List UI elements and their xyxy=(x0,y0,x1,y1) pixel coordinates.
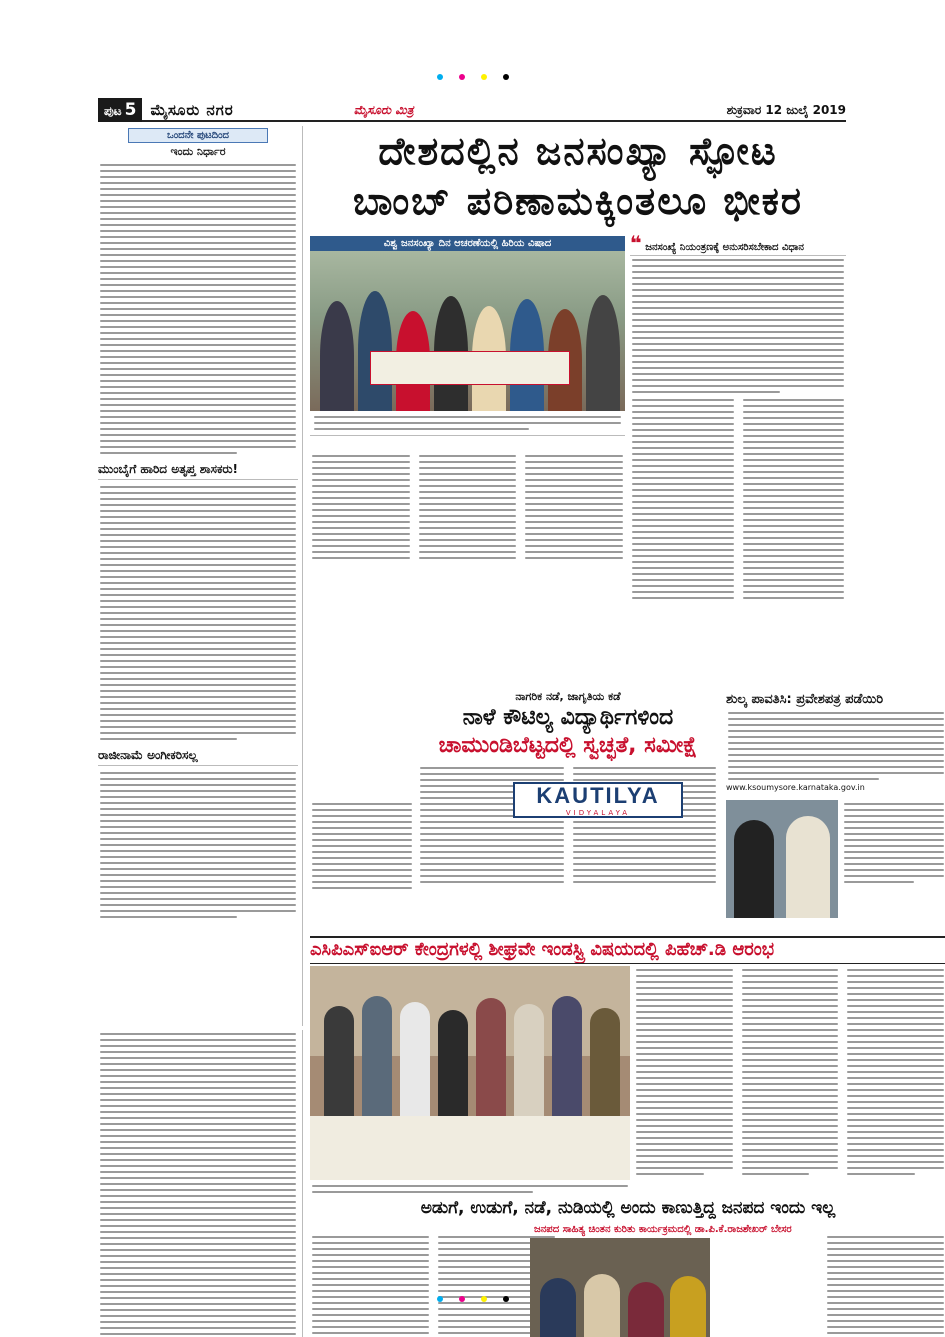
page-label: ಪುಟ xyxy=(104,104,122,118)
kautilya-headline-2: ಚಾಮುಂಡಿಬೆಟ್ಟದಲ್ಲಿ ಸ್ವಚ್ಛತೆ, ಸಮೀಕ್ಷೆ xyxy=(438,733,698,758)
article-text xyxy=(98,1030,298,1337)
handshake-photo xyxy=(726,800,838,918)
continued-kicker: ಒಂದನೇ ಪುಟದಿಂದ xyxy=(128,128,268,143)
sub-heading-mumbai: ಮುಂಬೈಗೆ ಹಾರಿದ ಅತೃಪ್ತ ಶಾಸಕರು! xyxy=(98,460,298,480)
lead-side-column xyxy=(630,231,846,676)
left-heading: ಇಂದು ನಿರ್ಧಾರ xyxy=(170,145,226,158)
quote-mark-icon: ❝ xyxy=(630,231,642,255)
kautilya-logo xyxy=(513,782,683,818)
photo-kicker: ವಿಶ್ವ ಜನಸಂಖ್ಯಾ ದಿನ ಆಚರಣೆಯಲ್ಲಿ ಹಿರಿಯ ವಿಷಾದ xyxy=(310,236,625,251)
sub-heading-resignation: ರಾಜೀನಾಮೆ ಅಂಗೀಕರಿಸಲ್ಲ xyxy=(98,746,298,766)
article-text xyxy=(726,709,945,783)
lead-photo-block xyxy=(310,236,625,448)
registration-marks-top xyxy=(0,74,945,84)
kautilya-logo-text: KAUTILYA xyxy=(536,783,660,808)
bottom-headline: ಅಡುಗೆ, ಉಡುಗೆ, ನಡೆ, ನುಡಿಯಲ್ಲಿ ಅಂದು ಕಾಣುತ್ತಿದ್ದ ಜನಪದ ಇಂದು ಇಲ್ಲ xyxy=(420,1198,836,1218)
side-heading xyxy=(630,231,846,256)
rally-photo xyxy=(310,251,625,411)
issue-date: ಶುಕ್ರವಾರ 12 ಜುಲೈ 2019 xyxy=(726,102,846,117)
lead-story-body xyxy=(310,452,625,567)
article-text xyxy=(630,256,846,396)
kautilya-left-text xyxy=(310,800,414,892)
award-photo xyxy=(310,966,630,1180)
research-story-body xyxy=(634,966,945,1186)
side-heading-text: ಜನಸಂಖ್ಯೆ ನಿಯಂತ್ರಣಕ್ಕೆ ಅನುಸರಿಸಬೇಕಾದ ವಿಧಾನ xyxy=(645,242,804,253)
photo-caption xyxy=(842,800,945,886)
research-headline: ಎಸಿಪಿಎಸ್ಐಆರ್ ಕೇಂದ್ರಗಳಲ್ಲಿ ಶೀಘ್ರವೇ ಇಂಡಸ್ಟ್ರಿ ವಿಷಯದಲ್ಲಿ ಪಿಹೆಚ್.ಡಿ ಆರಂಭ xyxy=(310,936,945,964)
article-text xyxy=(98,769,298,921)
section-name: ಮೈಸೂರು ನಗರ xyxy=(150,101,234,119)
page-number-badge xyxy=(98,98,142,122)
newspaper-page xyxy=(98,100,884,1286)
page-number: 5 xyxy=(124,100,137,120)
kautilya-tag: ನಾಗರಿಕ ನಡೆ, ಜಾಗೃತಿಯ ಕಡೆ xyxy=(515,690,621,703)
masthead xyxy=(98,100,846,122)
paper-logo: ಮೈಸೂರು ಮಿತ್ರ xyxy=(353,102,414,117)
photo-caption xyxy=(310,1182,630,1196)
fee-headline: ಶುಲ್ಕ ಪಾವತಿಸಿ: ಪ್ರವೇಶಪತ್ರ ಪಡೆಯಿರಿ xyxy=(726,692,884,707)
fee-url: www.ksoumysore.karnataka.gov.in xyxy=(726,783,865,792)
left-column xyxy=(98,126,303,1026)
felicitation-photo xyxy=(530,1238,710,1337)
lead-headline xyxy=(310,126,846,234)
article-text xyxy=(98,483,298,743)
kautilya-logo-subtext: VIDYALAYA xyxy=(565,809,631,817)
bottom-subheading: ಜನಪದ ಸಾಹಿತ್ಯ ಚಿಂತನ ಕುರಿತು ಕಾರ್ಯಕ್ರಮದಲ್ಲಿ ಡಾ.ಪಿ.ಕೆ.ರಾಜಶೇಖರ್ ಬೇಸರ xyxy=(534,1224,792,1235)
kautilya-story xyxy=(418,690,718,926)
lead-headline-line-2: ಬಾಂಬ್ ಪರಿಣಾಮಕ್ಕಿಂತಲೂ ಭೀಕರ xyxy=(353,179,803,223)
article-text xyxy=(98,161,298,457)
photo-caption xyxy=(310,411,625,436)
left-column-continued xyxy=(98,1030,303,1337)
lead-headline-line-1: ದೇಶದಲ್ಲಿನ ಜನಸಂಖ್ಯಾ ಸ್ಫೋಟ xyxy=(378,129,778,173)
fee-story xyxy=(726,690,945,930)
kautilya-headline-1: ನಾಳೆ ಕೌಟಿಲ್ಯ ವಿದ್ಯಾರ್ಥಿಗಳಿಂದ xyxy=(462,705,674,730)
registration-marks-bottom xyxy=(0,1296,945,1306)
